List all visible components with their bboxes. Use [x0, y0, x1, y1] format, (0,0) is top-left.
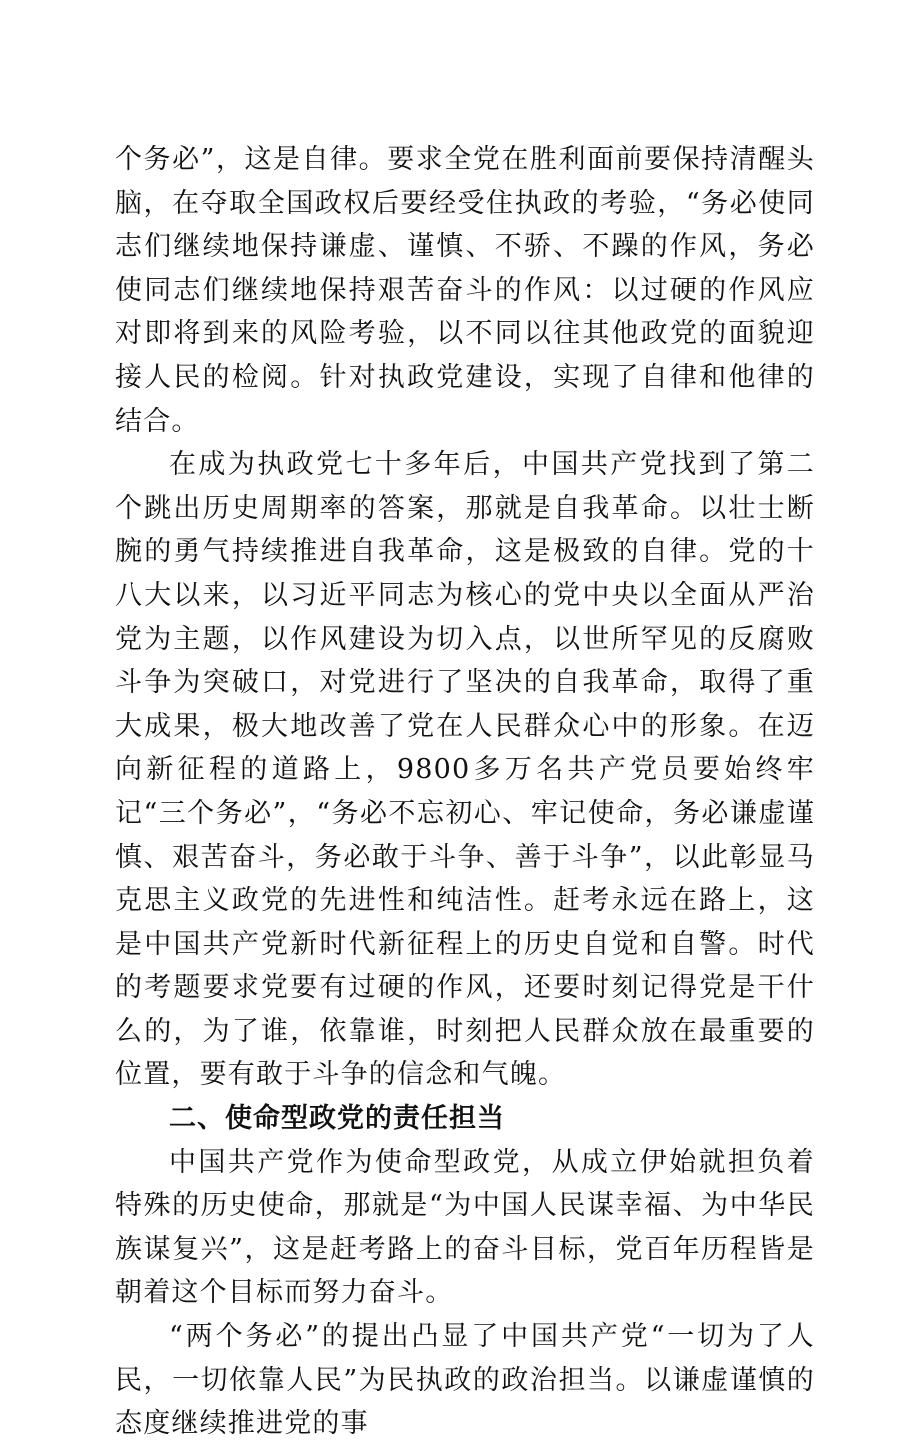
document-body — [115, 138, 815, 1446]
section-heading: 二、使命型政党的责任担当 — [169, 1103, 505, 1135]
paragraph-2: 在成为执政党七十多年后，中国共产党找到了第二个跳出历史周期率的答案，那就是自我革命。以壮士断腕的勇气持续推进自我革命，这是极致的自律。党的十八大以来，以习近平同志为核心的党中央以全面从严治党为主题，以作风建设为切入点，以世所罕见的反腐败斗争为突破口，对党进行了坚决的自我革命，取得了重大成果，极大地改善了党在人民群众心中的形象。在迈向新征程的道路上，9800多万名共产党员要始终牢记“三个务必”，“务必不忘初心、牢记使命，务必谦虚谨慎、艰苦奋斗，务必敢于斗争、善于斗争”，以此彰显马克思主义政党的先进性和纯洁性。赶考永远在路上，这是中国共产党新时代新征程上的历史自觉和自警。时代的考题要求党要有过硬的作风，还要时刻记得党是干什么的，为了谁，依靠谁，时刻把人民群众放在最重要的位置，要有敢于斗争的信念和气魄。 — [115, 449, 815, 1091]
paragraph-3: 中国共产党作为使命型政党，从成立伊始就担负着特殊的历史使命，那就是“为中国人民谋幸福、为中华民族谋复兴”，这是赶考路上的奋斗目标，党百年历程皆是朝着这个目标而努力奋斗。 — [115, 1146, 815, 1309]
paragraph-1: 个务必”，这是自律。要求全党在胜利面前要保持清醒头脑，在夺取全国政权后要经受住执政的考验，“务必使同志们继续地保持谦虚、谨慎、不骄、不躁的作风，务必使同志们继续地保持艰苦奋斗的作风：以过硬的作风应对即将到来的风险考验，以不同以往其他政党的面貌迎接人民的检阅。针对执政党建设，实现了自律和他律的结合。 — [115, 144, 815, 437]
paragraph-4: “两个务必”的提出凸显了中国共产党“一切为了人民，一切依靠人民”为民执政的政治担当。以谦虚谨慎的态度继续推进党的事 — [115, 1321, 815, 1440]
